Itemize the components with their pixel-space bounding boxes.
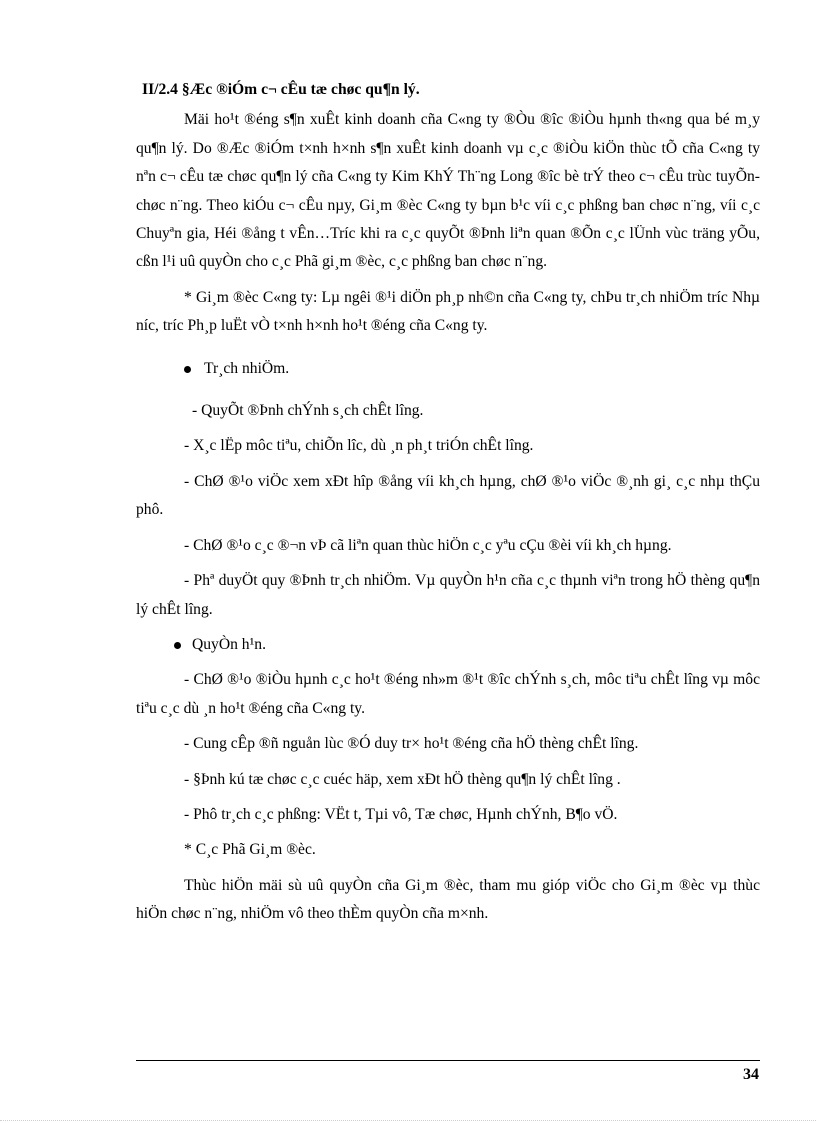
page-number: 34 bbox=[743, 1066, 759, 1083]
list-item: - QuyÕt ®Þnh chÝnh s¸ch chÊt lîng. bbox=[192, 402, 424, 420]
bullet-responsibility: Tr¸ch nhiÖm. bbox=[204, 359, 290, 377]
body-text bbox=[136, 76, 760, 929]
bullet-icon bbox=[174, 642, 181, 649]
list-item: - Phô tr¸ch c¸c phßng: VËt t, Tµi vô, Tæ chøc, Hµnh chÝnh, B¶o vÖ. bbox=[184, 805, 618, 823]
list-item: - ChØ ®¹o viÖc xem xÐt hîp ®ång víi kh¸ch hµng, chØ ®¹o viÖc ®¸nh gi¸ c¸c nhµ thÇu phô. bbox=[136, 472, 760, 519]
paragraph-overview: Mäi ho¹t ®éng s¶n xuÊt kinh doanh cña C«ng ty ®Òu ®îc ®iÒu hµnh th«ng qua bé m¸y qu¶n lý. Do ®Æc ®iÓm t×nh h×nh s¶n xuÊt kinh doanh vµ c¸c ®iÒu kiÖn thùc tÕ cña C«ng ty nªn c¬ cÊu tæ chøc qu¶n lý cña C«ng ty Kim KhÝ Th¨ng Long ®îc bè trÝ theo c¬ cÊu trùc tuyÕn- chøc n¨ng. Theo kiÓu c¬ cÊu nµy, Gi¸m ®èc C«ng ty bµn b¹c víi c¸c phßng ban chøc n¨ng, víi c¸c Chuyªn gia, Héi ®ång t vÊn…Tríc khi ra c¸c quyÕt ®Þnh liªn quan ®Õn c¸c lÜnh vùc träng yÕu, cßn l¹i uû quyÒn cho c¸c Phã gi¸m ®èc, c¸c phßng ban chøc n¨ng. bbox=[136, 111, 760, 271]
list-item: - ChØ ®¹o c¸c ®¬n vÞ cã liªn quan thùc hiÖn c¸c yªu cÇu ®èi víi kh¸ch hµng. bbox=[184, 536, 672, 554]
paragraph-director: * Gi¸m ®èc C«ng ty: Lµ ngêi ®¹i diÖn ph¸p nh©n cña C«ng ty, chÞu tr¸ch nhiÖm tríc Nhµ níc, tríc Ph¸p luËt vÒ t×nh h×nh ho¹t ®éng cña C«ng ty. bbox=[136, 288, 760, 335]
bullet-icon bbox=[184, 366, 191, 373]
page-edge-divider bbox=[0, 1120, 816, 1121]
deputy-directors-heading: * C¸c Phã Gi¸m ®èc. bbox=[184, 841, 316, 859]
footer-divider bbox=[136, 1060, 760, 1061]
list-item: - Phª duyÖt quy ®Þnh tr¸ch nhiÖm. Vµ quyÒn h¹n cña c¸c thµnh viªn trong hÖ thèng qu¶n lý chÊt lîng. bbox=[136, 572, 760, 618]
list-item: - §Þnh kú tæ chøc c¸c cuéc häp, xem xÐt hÖ thèng qu¶n lý chÊt lîng . bbox=[184, 770, 621, 788]
list-item: - ChØ ®¹o ®iÒu hµnh c¸c ho¹t ®éng nh»m ®¹t ®îc chÝnh s¸ch, môc tiªu chÊt lîng vµ môc tiªu c¸c dù ¸n ho¹t ®éng cña C«ng ty. bbox=[136, 671, 760, 717]
list-item: - X¸c lËp môc tiªu, chiÕn lîc, dù ¸n ph¸t triÓn chÊt lîng. bbox=[184, 437, 534, 455]
paragraph-deputy: Thùc hiÖn mäi sù uû quyÒn cña Gi¸m ®èc, tham mu gióp viÖc cho Gi¸m ®èc vµ thùc hiÖn chøc n¨ng, nhiÖm vô theo thÈm quyÒn cña m×nh. bbox=[136, 876, 760, 923]
section-heading: II/2.4 §Æc ®iÓm c¬ cÊu tæ chøc qu¶n lý. bbox=[142, 81, 420, 98]
bullet-authority: QuyÒn h¹n. bbox=[192, 635, 266, 653]
list-item bbox=[136, 631, 760, 659]
list-item bbox=[136, 355, 760, 383]
list-item: - Cung cÊp ®ñ nguån lùc ®Ó duy tr× ho¹t ®éng cña hÖ thèng chÊt lîng. bbox=[184, 735, 639, 753]
